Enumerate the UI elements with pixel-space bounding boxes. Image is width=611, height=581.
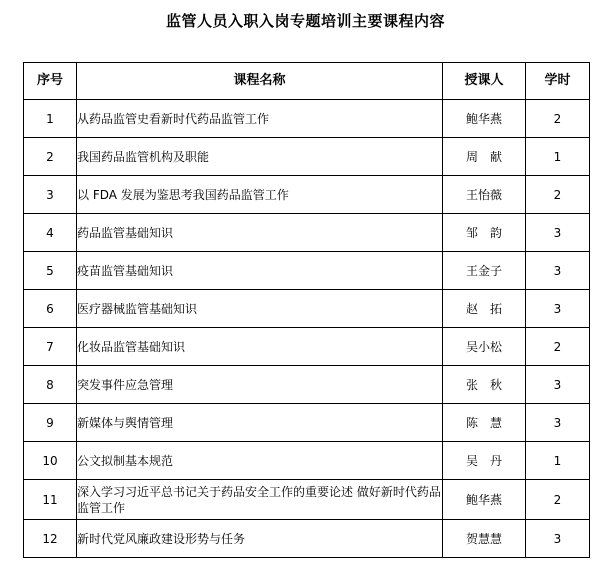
course-name: 医疗器械监管基础知识 (77, 290, 443, 328)
teacher-name (443, 252, 526, 290)
teacher-name-text: 王金子 (465, 263, 502, 278)
teacher-name (443, 214, 526, 252)
row-number: 8 (24, 366, 77, 404)
teacher-name (443, 520, 526, 558)
course-name: 疫苗监管基础知识 (77, 252, 443, 290)
teacher-name (443, 138, 526, 176)
row-number: 10 (24, 442, 77, 480)
teacher-name-text: 周献 (465, 149, 514, 164)
course-hours: 3 (526, 404, 590, 442)
course-name: 新时代党风廉政建设形势与任务 (77, 520, 443, 558)
teacher-name-text: 邹韵 (465, 225, 514, 240)
course-name: 以 FDA 发展为鉴思考我国药品监管工作 (77, 176, 443, 214)
course-hours: 3 (526, 290, 590, 328)
teacher-name (443, 442, 526, 480)
table-row (24, 138, 590, 176)
course-hours: 2 (526, 176, 590, 214)
course-table-body (24, 100, 590, 558)
course-hours: 1 (526, 138, 590, 176)
table-row (24, 520, 590, 558)
course-hours: 2 (526, 100, 590, 138)
teacher-name-text: 吴小松 (465, 339, 502, 354)
document-title: 监管人员入职入岗专题培训主要课程内容 (165, 12, 445, 30)
course-name: 突发事件应急管理 (77, 366, 443, 404)
row-number: 11 (24, 480, 77, 520)
course-name: 公文拟制基本规范 (77, 442, 443, 480)
teacher-name (443, 480, 526, 520)
row-number: 5 (24, 252, 77, 290)
teacher-name-text: 鲍华燕 (465, 492, 502, 507)
row-number: 2 (24, 138, 77, 176)
table-row (24, 100, 590, 138)
teacher-name-text: 贺慧慧 (465, 531, 502, 546)
table-row (24, 176, 590, 214)
course-hours: 1 (526, 442, 590, 480)
header-hours: 学时 (526, 63, 590, 100)
row-number: 9 (24, 404, 77, 442)
table-row (24, 214, 590, 252)
teacher-name-text: 张秋 (465, 377, 514, 392)
header-course-name: 课程名称 (77, 63, 443, 100)
teacher-name (443, 176, 526, 214)
header-teacher: 授课人 (443, 63, 526, 100)
course-table (23, 62, 590, 558)
course-hours: 2 (526, 480, 590, 520)
course-hours: 2 (526, 328, 590, 366)
course-hours: 3 (526, 520, 590, 558)
course-hours: 3 (526, 366, 590, 404)
teacher-name (443, 100, 526, 138)
course-name: 新媒体与舆情管理 (77, 404, 443, 442)
teacher-name-text: 吴丹 (465, 453, 514, 468)
table-row (24, 252, 590, 290)
course-name: 深入学习习近平总书记关于药品安全工作的重要论述 做好新时代药品监管工作 (77, 480, 443, 520)
teacher-name (443, 328, 526, 366)
row-number: 4 (24, 214, 77, 252)
teacher-name-text: 陈慧 (465, 415, 514, 430)
table-row (24, 442, 590, 480)
row-number: 6 (24, 290, 77, 328)
table-row (24, 328, 590, 366)
table-row (24, 480, 590, 520)
row-number: 12 (24, 520, 77, 558)
table-row (24, 290, 590, 328)
course-hours: 3 (526, 252, 590, 290)
header-no: 序号 (24, 63, 77, 100)
course-name: 从药品监管史看新时代药品监管工作 (77, 100, 443, 138)
teacher-name-text: 王怡薇 (465, 187, 502, 202)
teacher-name (443, 366, 526, 404)
teacher-name (443, 404, 526, 442)
row-number: 3 (24, 176, 77, 214)
course-name: 化妆品监管基础知识 (77, 328, 443, 366)
row-number: 7 (24, 328, 77, 366)
row-number: 1 (24, 100, 77, 138)
course-name: 我国药品监管机构及职能 (77, 138, 443, 176)
course-hours: 3 (526, 214, 590, 252)
table-header-row (24, 63, 590, 100)
table-row (24, 404, 590, 442)
course-name: 药品监管基础知识 (77, 214, 443, 252)
teacher-name (443, 290, 526, 328)
teacher-name-text: 鲍华燕 (465, 111, 502, 126)
teacher-name-text: 赵拓 (465, 301, 514, 316)
table-row (24, 366, 590, 404)
